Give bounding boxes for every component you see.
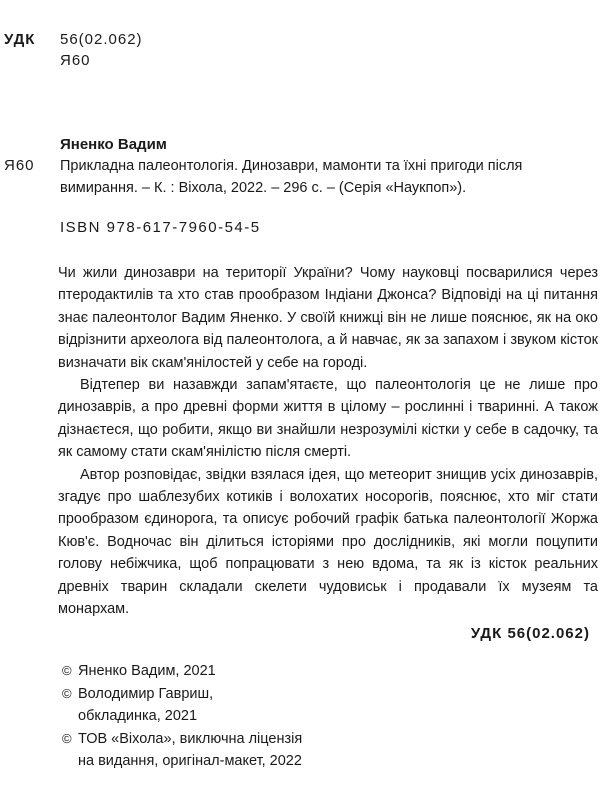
author-mark-record: Я60 — [4, 157, 35, 174]
copyright-block — [62, 660, 302, 773]
author-name: Яненко Вадим — [60, 136, 167, 153]
annotation-paragraph: Відтепер ви назавжди запам'ятаєте, що палеонтологія це не лише про динозаврів, а про древні форми життя в цілому – рослинні і тваринні. А також дізнаєтеся, що робити, якщо ви знайшли незрозумілі кістки у себе в садочку, та як самому стати скам'янілістю після смерті. — [58, 377, 598, 461]
isbn: ISBN 978-617-7960-54-5 — [60, 219, 261, 236]
copyright-sign: © — [62, 663, 72, 678]
udk-number: 56(02.062) — [60, 31, 143, 48]
author-mark-top: Я60 — [60, 52, 91, 69]
copyright-line — [62, 728, 302, 751]
copyright-sign: © — [62, 685, 72, 701]
annotation-paragraph: Чи жили динозаври на території України? Чому науковці посварилися через птеродактилів та хто став прообразом Індіани Джонса? Відповіді на ці питання знає палеонтолог Вадим Яненко. У своїй книжці він не лише пояснює, як на око відрізнити археолога від палеонтолога, а й навчає, як за запахом і звуком кісток визначати вік скам'янілостей у себе на городі. — [58, 265, 598, 371]
bibliographic-description: Прикладна палеонтологія. Динозаври, мамонти та їхні пригоди після вимирання. – К. : Віхола, 2022. – 296 с. – (Серія «Наукпоп»). — [60, 158, 523, 196]
copyright-text: Яненко Вадим, 2021 — [78, 663, 216, 679]
copyright-line — [62, 683, 302, 706]
annotation — [58, 262, 598, 621]
copyright-text: Володимир Гавриш, — [78, 685, 214, 702]
copyright-text: обкладинка, 2021 — [78, 708, 198, 724]
copyright-sign: © — [62, 730, 72, 746]
copyright-line — [62, 660, 302, 683]
udk-bottom: УДК 56(02.062) — [470, 625, 590, 642]
copyright-text: на видання, оригінал-макет, 2022 — [78, 753, 302, 769]
annotation-paragraph: Автор розповідає, звідки взялася ідея, що метеорит знищив усіх динозаврів, згадує про шаблезубих котиків і волохатих носорогів, пояснює, хто міг стати прообразом єдинорога, та описує робочий графік батька палеонтології Жоржа Кюв'є. Водночас він ділиться історіями про дослідників, які могли поцупити голову небіжчика, щоб попрацювати з нею вдома, та як із кісток реальних древніх тварин складали скелети чудовиськ і продавали їх музеям та монархам. — [58, 466, 598, 618]
udk-label: УДК — [4, 31, 36, 48]
copyright-text: ТОВ «Віхола», виключна ліцензія — [78, 730, 303, 747]
